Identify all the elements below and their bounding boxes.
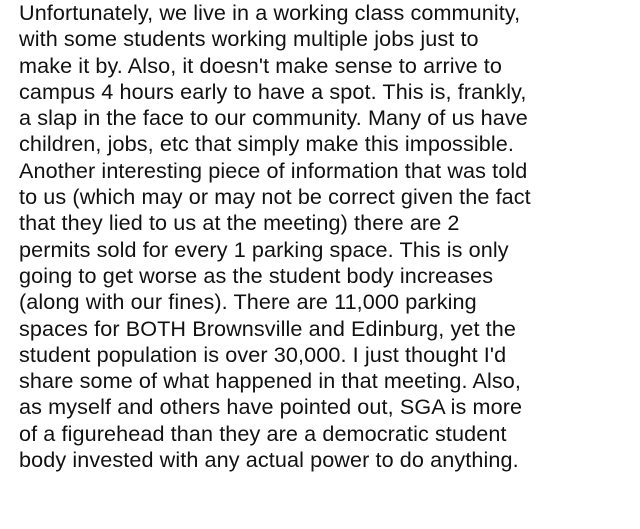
text-line: permits sold for every 1 parking space. This is only [19,236,509,262]
text-line: with some students working multiple jobs just to [19,26,479,52]
post-text [19,0,637,473]
text-line: share some of what happened in that meeting. Also, [19,368,521,394]
text-line: a slap in the face to our community. Many of us have [19,105,528,131]
text-line: student population is over 30,000. I just thought I'd [19,341,507,367]
text-line: body invested with any actual power to do anything. [19,447,519,473]
text-line: that they lied to us at the meeting) there are 2 [19,210,460,236]
text-line: as myself and others have pointed out, SGA is more [19,394,523,420]
text-line: (along with our fines). There are 11,000 parking [19,289,477,315]
text-line: Unfortunately, we live in a working class community, [19,0,521,25]
text-line: children, jobs, etc that simply make this impossible. [19,131,514,157]
text-line: going to get worse as the student body increases [19,262,494,288]
text-line: spaces for BOTH Brownsville and Edinburg, yet the [19,315,516,341]
text-line: campus 4 hours early to have a spot. This is, frankly, [19,78,527,104]
text-line: make it by. Also, it doesn't make sense to arrive to [19,52,503,78]
text-line: to us (which may or may not be correct given the fact [19,184,531,210]
text-line: Another interesting piece of information that was told [19,157,528,183]
text-line: of a figurehead than they are a democratic student [19,420,507,446]
